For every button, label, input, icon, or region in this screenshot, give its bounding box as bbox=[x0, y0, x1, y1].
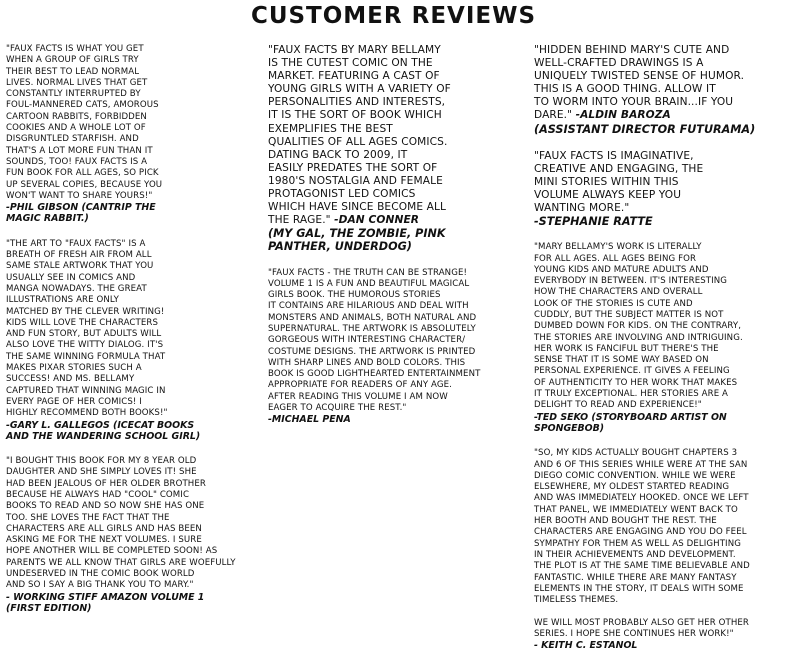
review-author: -PHIL GIBSON (CANTRIP THE MAGIC RABBIT.) bbox=[6, 202, 156, 225]
review-quote: "FAUX FACTS - THE TRUTH CAN BE STRANGE! VOLUME 1 IS A FUN AND BEAUTIFUL MAGICAL GIRLS BOOK. THE HUMOROUS STORIES IT CONTAINS ARE HILARIOUS AND DEAL WITH MONSTERS AND ANIMALS, BOTH NATURAL AND SUPERNATURAL. THE ARTWORK IS ABSOLUTELY GORGEOUS WITH INTERESTING CHARACTER/ COSTUME DESIGNS. THE ARTWORK IS PRINTED WITH SHARP LINES AND BOLD COLORS. THIS BOOK IS GOOD LIGHTHEARTED ENTERTAINMENT APPROPRIATE FOR READERS OF ANY AGE. AFTER READING THIS VOLUME I AM NOW EAGER TO ACQUIRE THE REST." bbox=[268, 267, 481, 414]
review-aldin-baroza bbox=[534, 44, 782, 136]
review-dan-conner bbox=[268, 44, 526, 254]
review-phil-gibson bbox=[6, 44, 256, 225]
review-working-stiff bbox=[6, 456, 256, 614]
review-author: -MICHAEL PENA bbox=[268, 414, 351, 426]
review-quote-text: "HIDDEN BEHIND MARY'S CUTE AND WELL-CRAFTED DRAWINGS IS A UNIQUELY TWISTED SENSE OF HUMOR. THIS IS A GOOD THING. ALLOW IT TO WORM INTO YOUR BRAIN...IF YOU DARE." bbox=[534, 44, 745, 122]
review-author: (MY GAL, THE ZOMBIE, PINK PANTHER, UNDERDOG) bbox=[268, 227, 446, 254]
review-quote: "FAUX FACTS IS IMAGINATIVE, CREATIVE AND ENGAGING, THE MINI STORIES WITHIN THIS VOLUME ALWAYS KEEP YOU WANTING MORE." bbox=[534, 149, 704, 215]
review-quote: "FAUX FACTS IS WHAT YOU GET WHEN A GROUP OF GIRLS TRY THEIR BEST TO LEAD NORMAL LIVES. NORMAL LIVES THAT GET CONSTANTLY INTERRUPTED BY FOUL-MANNERED CATS, AMOROUS CARTOON RABBITS, FORBIDDEN COOKIES AND A WHOLE LOT OF DISGRUNTLED STARFISH. AND THAT'S A LOT MORE FUN THAN IT SOUNDS, TOO! FAUX FACTS IS A FUN BOOK FOR ALL AGES, SO PICK UP SEVERAL COPIES, BECAUSE YOU WON'T WANT TO SHARE YOURS!" bbox=[6, 44, 163, 201]
review-keith-estanol bbox=[534, 448, 782, 651]
review-quote bbox=[268, 44, 526, 227]
review-quote: "MARY BELLAMY'S WORK IS LITERALLY FOR ALL AGES. ALL AGES BEING FOR YOUNG KIDS AND MATURE ADULTS AND EVERYBODY IN BETWEEN. IT'S INTERESTING HOW THE CHARACTERS AND OVERALL LOOK OF THE STORIES IS CUTE AND CUDDLY, BUT THE SUBJECT MATTER IS NOT DUMBED DOWN FOR KIDS. ON THE CONTRARY, THE STORIES ARE INVOLVING AND INTRIGUING. HER WORK IS FANCIFUL BUT THERE'S THE SENSE THAT IT IS SOME WAY BASED ON PERSONAL EXPERIENCE. IT GIVES A FEELING OF AUTHENTICITY TO HER WORK THAT MAKES IT TRULY EXCEPTIONAL. HER STORIES ARE A DELIGHT TO READ AND EXPERIENCE!" bbox=[534, 242, 743, 411]
review-quote-text: "FAUX FACTS BY MARY BELLAMY IS THE CUTEST COMIC ON THE MARKET. FEATURING A CAST OF YOUNG GIRLS WITH A VARIETY OF PERSONALITIES AND INTERESTS, IT IS THE SORT OF BOOK WHICH EXEMPLIFIES THE BEST QUALITIES OF ALL AGES COMICS. DATING BACK TO 2009, IT EASILY PREDATES THE SORT OF 1980'S NOSTALGIA AND FEMALE PROTAGONIST LED COMICS WHICH HAVE SINCE BECOME ALL THE RAGE." bbox=[268, 44, 451, 227]
review-column-2 bbox=[268, 44, 526, 440]
review-author: (ASSISTANT DIRECTOR FUTURAMA) bbox=[534, 122, 756, 136]
review-author: - KEITH C. ESTANOL bbox=[534, 640, 638, 652]
review-stephanie-ratte bbox=[534, 150, 782, 229]
review-column-3 bbox=[534, 44, 782, 666]
review-quote: "SO, MY KIDS ACTUALLY BOUGHT CHAPTERS 3 AND 6 OF THIS SERIES WHILE WERE AT THE SAN DIEGO COMIC CONVENTION. WHILE WE WERE ELSEWHERE, MY OLDEST STARTED READING AND WAS IMMEDIATELY HOOKED. ONCE WE LEFT THAT PANEL, WE IMMEDIATELY WENT BACK TO HER BOOTH AND BOUGHT THE REST. THE CHARACTERS ARE ENGAGING AND YOU DO FEEL SYMPATHY FOR THEM AS WELL AS DELIGHTING IN THEIR ACHIEVEMENTS AND DEVELOPMENT. THE PLOT IS AT THE SAME TIME BELIEVABLE AND FANTASTIC. WHILE THERE ARE MANY FANTASY ELEMENTS IN THE STORY, IT DEALS WITH SOME TIMELESS THEMES. WE WILL MOST PROBABLY ALSO GET HER OTHER SERIES. I HOPE SHE CONTINUES HER WORK!" bbox=[534, 448, 750, 640]
page-title: CUSTOMER REVIEWS bbox=[250, 3, 537, 29]
review-author: - WORKING STIFF AMAZON VOLUME 1 (FIRST EDITION) bbox=[6, 591, 205, 614]
review-author-name: -ALDIN BAROZA bbox=[575, 109, 671, 122]
review-author-name: -DAN CONNER bbox=[334, 214, 420, 227]
review-quote: "I BOUGHT THIS BOOK FOR MY 8 YEAR OLD DAUGHTER AND SHE SIMPLY LOVES IT! SHE HAD BEEN JEALOUS OF HER OLDER BROTHER BECAUSE HE ALWAYS HAD "COOL" COMIC BOOKS TO READ AND SO NOW SHE HAS ONE TOO. SHE LOVES THE FACT THAT THE CHARACTERS ARE ALL GIRLS AND HAS BEEN ASKING ME FOR THE NEXT VOLUMES. I SURE HOPE ANOTHER WILL BE COMPLETED SOON! AS PARENTS WE ALL KNOW THAT GIRLS ARE WOEFULLY UNDESERVED IN THE COMIC BOOK WORLD AND SO I SAY A BIG THANK YOU TO MARY." bbox=[6, 456, 236, 591]
review-michael-pena bbox=[268, 268, 526, 426]
review-quote: "THE ART TO "FAUX FACTS" IS A BREATH OF FRESH AIR FROM ALL SAME STALE ARTWORK THAT YOU USUALLY SEE IN COMICS AND MANGA NOWADAYS. THE GREAT ILLUSTRATIONS ARE ONLY MATCHED BY THE CLEVER WRITING! KIDS WILL LOVE THE CHARACTERS AND FUN STORY, BUT ADULTS WILL ALSO LOVE THE WITTY DIALOG. IT'S THE SAME WINNING FORMULA THAT MAKES PIXAR STORIES SUCH A SUCCESS! AND MS. BELLAMY CAPTURED THAT WINNING MAGIC IN EVERY PAGE OF HER COMICS! I HIGHLY RECOMMEND BOTH BOOKS!" bbox=[6, 238, 168, 419]
review-quote bbox=[534, 44, 782, 123]
review-author: -GARY L. GALLEGOS (ICECAT BOOKS AND THE WANDERING SCHOOL GIRL) bbox=[6, 419, 201, 442]
review-column-1 bbox=[6, 44, 256, 628]
review-author: -TED SEKO (STORYBOARD ARTIST ON SPONGEBOB) bbox=[534, 411, 727, 434]
review-author: -STEPHANIE RATTE bbox=[534, 215, 653, 229]
review-ted-seko bbox=[534, 242, 782, 434]
review-gary-gallegos bbox=[6, 239, 256, 442]
